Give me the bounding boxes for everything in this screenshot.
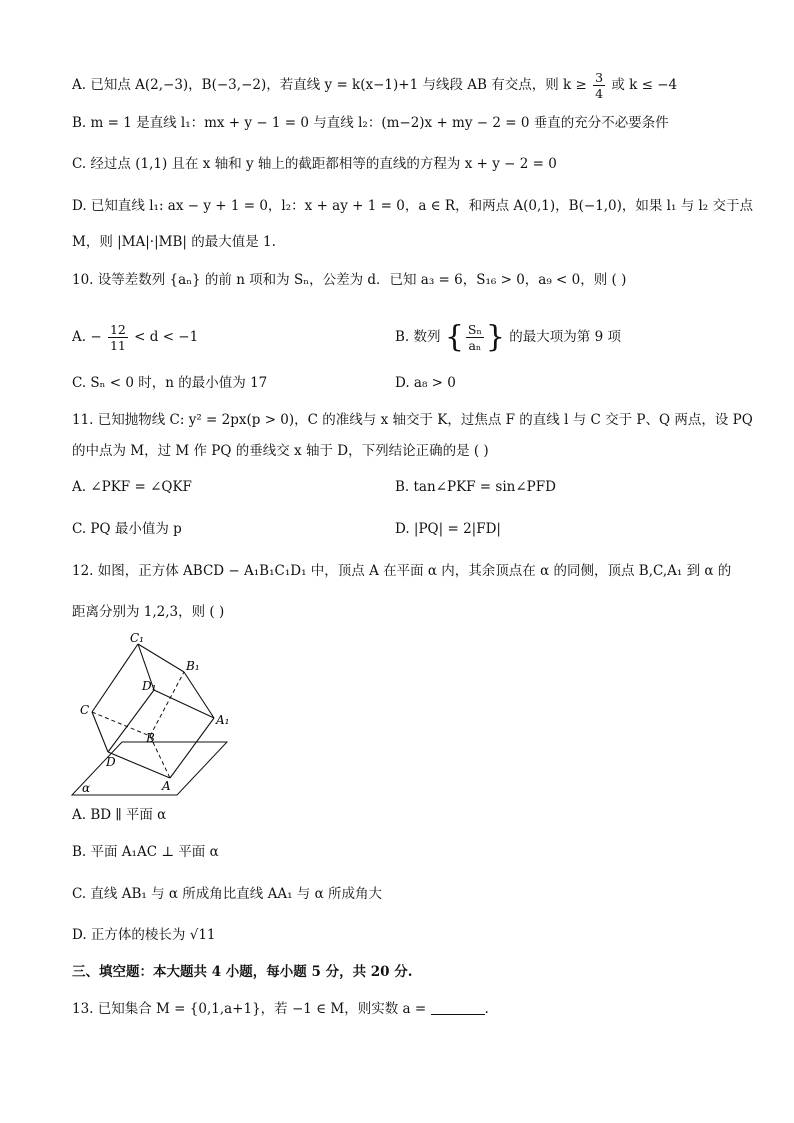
answer-blank[interactable]	[431, 1000, 485, 1015]
right-brace: }	[485, 319, 505, 355]
q11-stem-line2: 的中点为 M，过 M 作 PQ 的垂线交 x 轴于 D，下列结论正确的是 ( )	[72, 443, 489, 459]
q9-option-a-tail: 或 k ≤ −4	[611, 77, 678, 93]
q11-option-b: B. tan∠PKF = sin∠PFD	[395, 479, 556, 495]
q9-option-a	[72, 70, 677, 101]
fraction-denominator: aₙ	[468, 338, 482, 353]
plane-alpha	[72, 742, 227, 795]
q9-option-c: C. 经过点 (1,1) 且在 x 轴和 y 轴上的截距都相等的直线的方程为 x + y − 2 = 0	[72, 156, 557, 172]
q13-tail: .	[484, 1001, 489, 1017]
fraction-denominator: 4	[595, 86, 604, 101]
q9-option-d-line1: D. 已知直线 l₁: ax − y + 1 = 0，l₂：x + ay + 1 = 0，a ∈ R，和两点 A(0,1)，B(−1,0)，如果 l₁ 与 l₂ 交于点	[72, 198, 754, 214]
q10-stem: 10. 设等差数列 {aₙ} 的前 n 项和为 Sₙ，公差为 d．已知 a₃ = 6，S₁₆ > 0，a₉ < 0，则 ( )	[72, 272, 627, 288]
q12-stem-line2: 距离分别为 1,2,3，则 ( )	[72, 604, 225, 620]
q9-option-a-text: A. 已知点 A(2,−3)，B(−3,−2)，若直线 y = k(x−1)+1 与线段 AB 有交点，则 k ≥	[72, 77, 587, 93]
q10-option-c: C. Sₙ < 0 时，n 的最小值为 17	[72, 375, 268, 391]
q12-stem-line1: 12. 如图，正方体 ABCD − A₁B₁C₁D₁ 中，顶点 A 在平面 α 内，其余顶点在 α 的同侧，顶点 B,C,A₁ 到 α 的	[72, 563, 732, 579]
q10-option-a-fraction	[108, 322, 128, 353]
q9-option-b: B. m = 1 是直线 l₁：mx + y − 1 = 0 与直线 l₂：(m−2)x + my − 2 = 0 垂直的充分不必要条件	[72, 115, 669, 131]
label-d: D	[106, 755, 116, 769]
q13-stem	[72, 999, 489, 1019]
q13-stem-text: 13. 已知集合 M = {0,1,a+1}，若 −1 ∈ M，则实数 a =	[72, 1001, 427, 1017]
label-alpha: α	[82, 781, 91, 795]
q10-option-b-tail: 的最大项为第 9 项	[509, 329, 621, 345]
q9-option-a-fraction	[593, 70, 605, 101]
q10-option-b-prefix: B. 数列	[395, 329, 441, 345]
q10-option-b-fraction	[466, 322, 484, 353]
q10-option-a	[72, 322, 198, 353]
label-d1: D₁	[142, 679, 157, 693]
cube-on-plane-figure	[62, 632, 242, 802]
q11-option-a: A. ∠PKF = ∠QKF	[72, 479, 192, 495]
label-a: A	[162, 779, 171, 793]
q12-option-c: C. 直线 AB₁ 与 α 所成角比直线 AA₁ 与 α 所成角大	[72, 886, 382, 902]
fraction-numerator: Sₙ	[467, 322, 482, 337]
q12-option-d: D. 正方体的棱长为 √11	[72, 927, 216, 943]
q9-option-d-line2: M，则 |MA|·|MB| 的最大值是 1.	[72, 234, 276, 250]
q11-option-c: C. PQ 最小值为 p	[72, 521, 182, 537]
q12-option-b: B. 平面 A₁AC ⊥ 平面 α	[72, 844, 219, 860]
q10-option-a-prefix: A. −	[72, 329, 102, 345]
fraction-numerator: 3	[595, 70, 604, 85]
label-b: B	[146, 731, 155, 745]
label-c: C	[80, 703, 90, 717]
q11-option-d: D. |PQ| = 2|FD|	[395, 521, 501, 537]
q10-option-a-tail: < d < −1	[134, 329, 199, 345]
q11-stem-line1: 11. 已知抛物线 C: y² = 2px(p > 0)，C 的准线与 x 轴交于 K，过焦点 F 的直线 l 与 C 交于 P、Q 两点，设 PQ	[72, 412, 753, 428]
label-a1: A₁	[216, 713, 230, 727]
q10-option-d: D. a₈ > 0	[395, 375, 456, 391]
section-heading: 三、填空题：本大题共 4 小题，每小题 5 分，共 20 分.	[72, 964, 413, 980]
q10-option-b	[395, 319, 621, 355]
fraction-denominator: 11	[109, 338, 126, 353]
q12-option-a: A. BD ∥ 平面 α	[72, 807, 167, 823]
left-brace: {	[444, 319, 464, 355]
fraction-numerator: 12	[109, 322, 126, 337]
label-b1: B₁	[186, 659, 200, 673]
label-c1: C₁	[130, 632, 144, 645]
